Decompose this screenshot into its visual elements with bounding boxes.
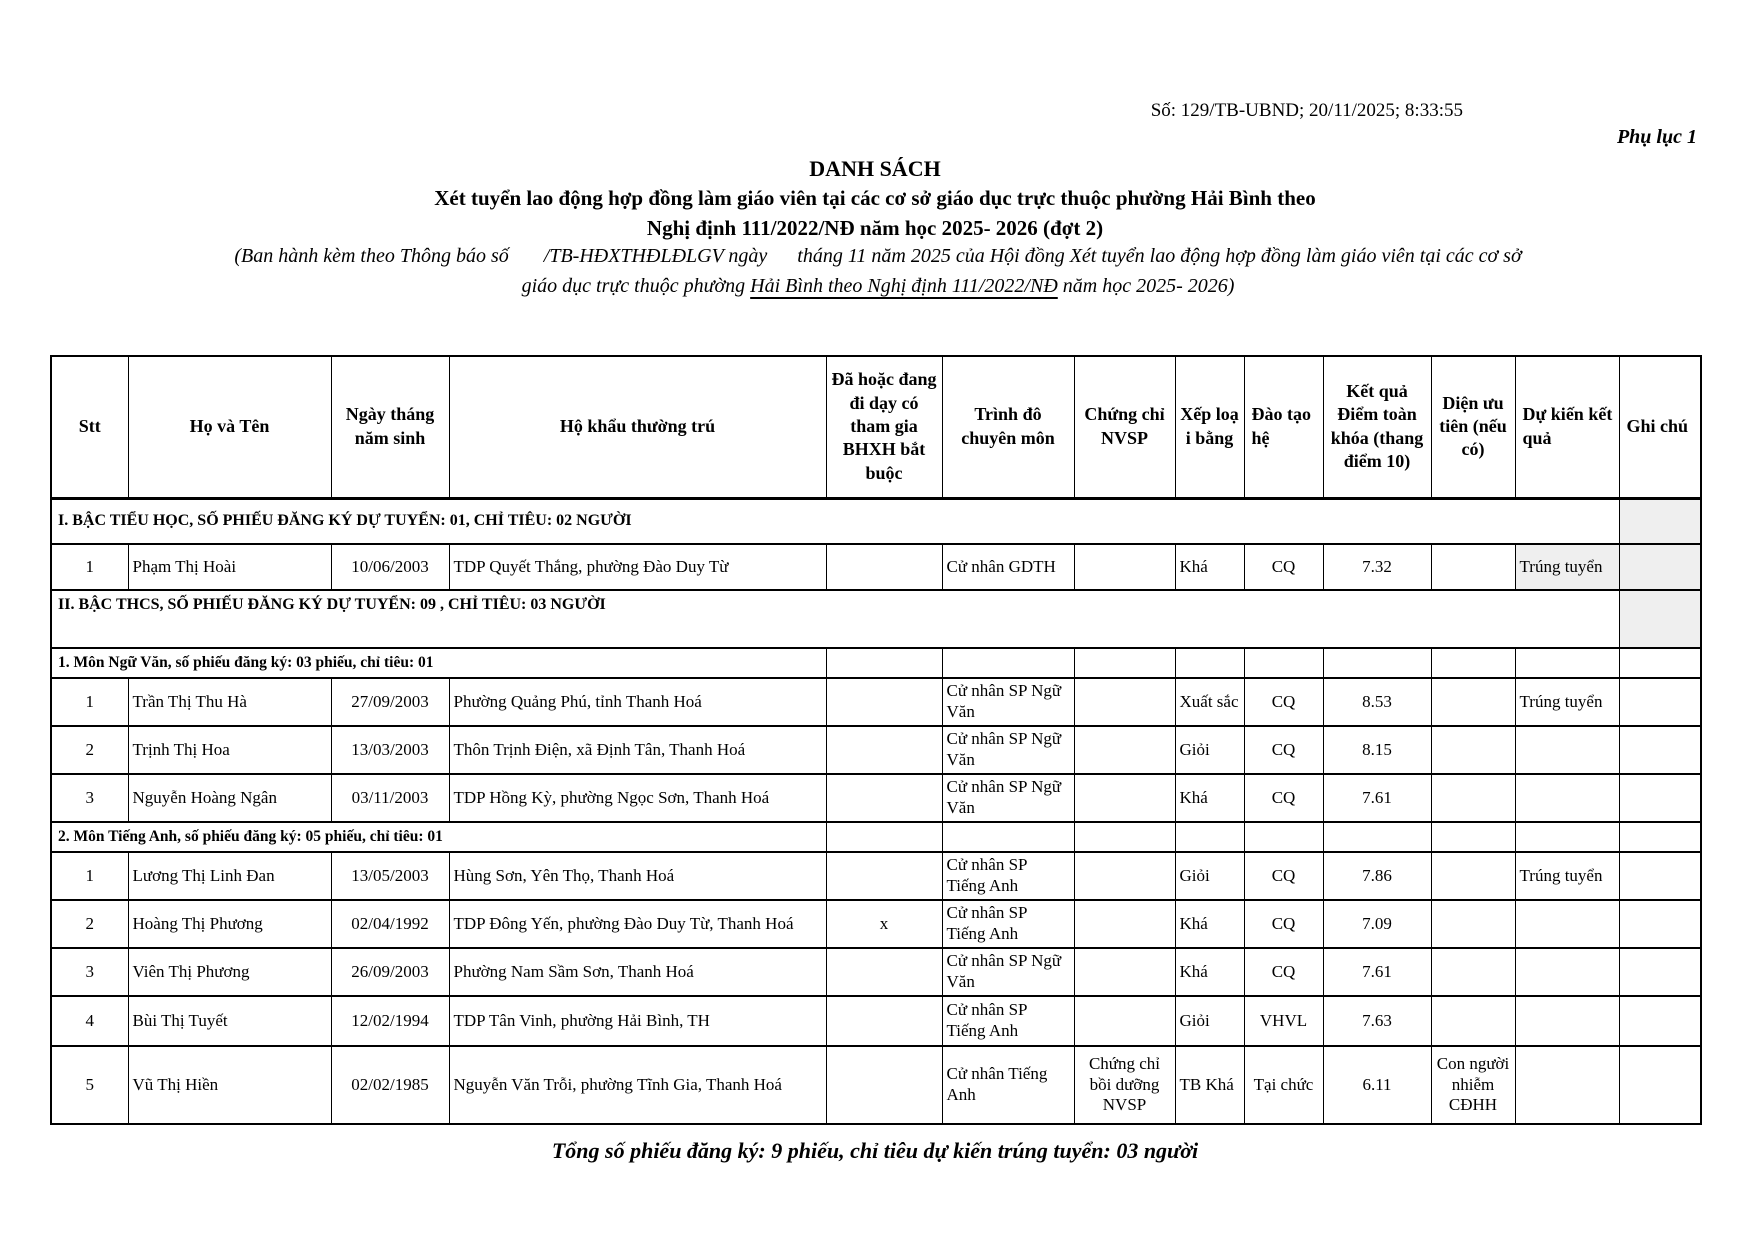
cell-cert	[1074, 900, 1175, 948]
subsection-label: 2. Môn Tiếng Anh, số phiếu đăng ký: 05 phiếu, chỉ tiêu: 01	[51, 822, 826, 852]
table-row	[51, 774, 1701, 822]
cell-stt: 3	[51, 948, 128, 996]
cell-name: Viên Thị Phương	[128, 948, 331, 996]
cell-note	[1619, 900, 1701, 948]
issued-under-line-2	[20, 275, 1736, 298]
cell-degree: Cử nhân SP Ngữ Văn	[942, 948, 1074, 996]
doc-subtitle-1: Xét tuyển lao động hợp đồng làm giáo viên tại các cơ sở giáo dục trực thuộc phường Hải Bình theo	[434, 186, 1316, 210]
cell-rank: Xuất sắc	[1175, 678, 1244, 726]
cell-stt: 4	[51, 996, 128, 1046]
empty-cell	[1323, 822, 1431, 852]
cell-system: CQ	[1244, 678, 1323, 726]
empty-cell	[1074, 648, 1175, 678]
section-row-tieu-hoc	[51, 498, 1701, 544]
cell-name: Nguyễn Hoàng Ngân	[128, 774, 331, 822]
cell-note	[1619, 774, 1701, 822]
table-header-row	[51, 356, 1701, 498]
cell-system: CQ	[1244, 900, 1323, 948]
cell-priority	[1431, 774, 1515, 822]
cell-name: Bùi Thị Tuyết	[128, 996, 331, 1046]
header-cell-degree: Trình đô chuyên môn	[942, 356, 1074, 498]
cell-score: 7.09	[1323, 900, 1431, 948]
cell-priority: Con người nhiễm CĐHH	[1431, 1046, 1515, 1124]
cell-note	[1619, 996, 1701, 1046]
cell-address: TDP Tân Vinh, phường Hải Bình, TH	[449, 996, 826, 1046]
cell-bhxh	[826, 1046, 942, 1124]
cell-rank: Giỏi	[1175, 852, 1244, 900]
issued-under-line-2-pre: giáo dục trực thuộc phường	[521, 275, 751, 297]
cell-cert	[1074, 678, 1175, 726]
cell-note	[1619, 948, 1701, 996]
cell-note	[1619, 726, 1701, 774]
cell-score: 8.53	[1323, 678, 1431, 726]
cell-stt: 1	[51, 544, 128, 590]
header-cell-score: Kết quả Điểm toàn khóa (thang điểm 10)	[1323, 356, 1431, 498]
empty-cell	[1175, 822, 1244, 852]
cell-score: 7.61	[1323, 948, 1431, 996]
appendix-label: Phụ lục 1	[1616, 126, 1697, 148]
cell-priority	[1431, 900, 1515, 948]
cell-dob: 02/02/1985	[331, 1046, 449, 1124]
cell-priority	[1431, 852, 1515, 900]
cell-score: 7.63	[1323, 996, 1431, 1046]
cell-note	[1619, 1046, 1701, 1124]
cell-rank: TB Khá	[1175, 1046, 1244, 1124]
header-cell-priority: Diện ưu tiên (nếu có)	[1431, 356, 1515, 498]
cell-address: Thôn Trịnh Điện, xã Định Tân, Thanh Hoá	[449, 726, 826, 774]
cell-system: CQ	[1244, 852, 1323, 900]
empty-cell	[1244, 822, 1323, 852]
header-cell-rank: Xếp loại bằng	[1175, 356, 1244, 498]
section-label: II. BẬC THCS, SỐ PHIẾU ĐĂNG KÝ DỰ TUYỂN: 09 , CHỈ TIÊU: 03 NGƯỜI	[51, 590, 1619, 648]
header-cell-cert: Chứng chỉ NVSP	[1074, 356, 1175, 498]
cell-address: TDP Đông Yến, phường Đào Duy Từ, Thanh Hoá	[449, 900, 826, 948]
issued-under-line-1: (Ban hành kèm theo Thông báo số /TB-HĐXTHĐLĐLGV ngày tháng 11 năm 2025 của Hội đồng Xét tuyển lao động hợp đồng làm giáo viên tại các cơ sở	[234, 245, 1522, 267]
empty-cell	[1619, 822, 1701, 852]
cell-priority	[1431, 996, 1515, 1046]
cell-degree: Cử nhân SP Ngữ Văn	[942, 726, 1074, 774]
cell-cert	[1074, 544, 1175, 590]
cell-system: Tại chức	[1244, 1046, 1323, 1124]
cell-degree: Cử nhân SP Ngữ Văn	[942, 774, 1074, 822]
empty-cell	[1431, 648, 1515, 678]
doc-subtitle-2: Nghị định 111/2022/NĐ năm học 2025- 2026 (đợt 2)	[646, 216, 1104, 240]
cell-priority	[1431, 544, 1515, 590]
cell-rank: Khá	[1175, 900, 1244, 948]
header-cell-note: Ghi chú	[1619, 356, 1701, 498]
cell-note	[1619, 678, 1701, 726]
cell-score: 6.11	[1323, 1046, 1431, 1124]
cell-note	[1619, 544, 1701, 590]
cell-cert	[1074, 774, 1175, 822]
cell-expected: Trúng tuyển	[1515, 852, 1619, 900]
cell-score: 8.15	[1323, 726, 1431, 774]
header-cell-expected: Dự kiến kết quả	[1515, 356, 1619, 498]
candidates-table	[50, 355, 1702, 1125]
empty-cell	[942, 648, 1074, 678]
cell-score: 7.61	[1323, 774, 1431, 822]
empty-cell	[1323, 648, 1431, 678]
cell-name: Lương Thị Linh Đan	[128, 852, 331, 900]
subsection-label: 1. Môn Ngữ Văn, số phiếu đăng ký: 03 phiếu, chỉ tiêu: 01	[51, 648, 826, 678]
empty-cell	[826, 648, 942, 678]
table-row	[51, 678, 1701, 726]
cell-priority	[1431, 726, 1515, 774]
subsection-row-tieng-anh	[51, 822, 1701, 852]
cell-stt: 1	[51, 852, 128, 900]
ref-number: Số: 129/TB-UBND; 20/11/2025; 8:33:55	[1150, 100, 1463, 121]
header-cell-address: Hộ khẩu thường trú	[449, 356, 826, 498]
cell-priority	[1431, 948, 1515, 996]
cell-cert	[1074, 948, 1175, 996]
cell-dob: 03/11/2003	[331, 774, 449, 822]
empty-cell	[1515, 822, 1619, 852]
cell-address: TDP Quyết Thắng, phường Đào Duy Từ	[449, 544, 826, 590]
cell-degree: Cử nhân SP Tiếng Anh	[942, 852, 1074, 900]
cell-dob: 27/09/2003	[331, 678, 449, 726]
cell-cert	[1074, 996, 1175, 1046]
summary-line: Tổng số phiếu đăng ký: 9 phiếu, chỉ tiêu dự kiến trúng tuyển: 03 người	[551, 1138, 1199, 1163]
cell-rank: Giỏi	[1175, 726, 1244, 774]
subsection-row-ngu-van	[51, 648, 1701, 678]
issued-under-line-2-underlined: Hải Bình theo Nghị định 111/2022/NĐ	[750, 275, 1058, 297]
table-row	[51, 900, 1701, 948]
section-row-thcs	[51, 590, 1701, 648]
section-label: I. BẬC TIỂU HỌC, SỐ PHIẾU ĐĂNG KÝ DỰ TUYỂN: 01, CHỈ TIÊU: 02 NGƯỜI	[51, 498, 1619, 544]
cell-expected	[1515, 1046, 1619, 1124]
issued-under-line-2-post: năm học 2025- 2026)	[1057, 275, 1235, 297]
cell-stt: 3	[51, 774, 128, 822]
cell-dob: 02/04/1992	[331, 900, 449, 948]
table-row	[51, 996, 1701, 1046]
empty-cell	[1619, 648, 1701, 678]
cell-expected	[1515, 948, 1619, 996]
cell-name: Vũ Thị Hiền	[128, 1046, 331, 1124]
cell-degree: Cử nhân SP Ngữ Văn	[942, 678, 1074, 726]
cell-dob: 10/06/2003	[331, 544, 449, 590]
cell-cert: Chứng chỉ bồi dưỡng NVSP	[1074, 1046, 1175, 1124]
cell-expected: Trúng tuyển	[1515, 678, 1619, 726]
table-row	[51, 852, 1701, 900]
empty-cell	[826, 822, 942, 852]
table-row	[51, 948, 1701, 996]
cell-dob: 13/03/2003	[331, 726, 449, 774]
cell-bhxh	[826, 726, 942, 774]
empty-cell	[1074, 822, 1175, 852]
doc-title: DANH SÁCH	[809, 156, 941, 181]
cell-note	[1619, 852, 1701, 900]
cell-address: TDP Hồng Kỳ, phường Ngọc Sơn, Thanh Hoá	[449, 774, 826, 822]
cell-stt: 1	[51, 678, 128, 726]
cell-bhxh	[826, 774, 942, 822]
header-cell-stt: Stt	[51, 356, 128, 498]
cell-bhxh: x	[826, 900, 942, 948]
cell-name: Trần Thị Thu Hà	[128, 678, 331, 726]
cell-system: CQ	[1244, 726, 1323, 774]
cell-rank: Khá	[1175, 774, 1244, 822]
cell-rank: Khá	[1175, 544, 1244, 590]
empty-cell	[942, 822, 1074, 852]
cell-degree: Cử nhân SP Tiếng Anh	[942, 996, 1074, 1046]
header-cell-name: Họ và Tên	[128, 356, 331, 498]
header-cell-system: Đào tạo hệ	[1244, 356, 1323, 498]
cell-address: Phường Quảng Phú, tỉnh Thanh Hoá	[449, 678, 826, 726]
cell-expected	[1515, 726, 1619, 774]
header-cell-dob: Ngày tháng năm sinh	[331, 356, 449, 498]
cell-cert	[1074, 726, 1175, 774]
cell-name: Phạm Thị Hoài	[128, 544, 331, 590]
cell-degree: Cử nhân GDTH	[942, 544, 1074, 590]
cell-stt: 2	[51, 900, 128, 948]
cell-priority	[1431, 678, 1515, 726]
table-row	[51, 726, 1701, 774]
cell-stt: 5	[51, 1046, 128, 1124]
cell-rank: Khá	[1175, 948, 1244, 996]
cell-system: VHVL	[1244, 996, 1323, 1046]
cell-system: CQ	[1244, 544, 1323, 590]
cell-stt: 2	[51, 726, 128, 774]
cell-expected	[1515, 774, 1619, 822]
cell-name: Hoàng Thị Phương	[128, 900, 331, 948]
section-note-cell	[1619, 498, 1701, 544]
cell-system: CQ	[1244, 948, 1323, 996]
cell-name: Trịnh Thị Hoa	[128, 726, 331, 774]
cell-degree: Cử nhân SP Tiếng Anh	[942, 900, 1074, 948]
cell-dob: 12/02/1994	[331, 996, 449, 1046]
cell-system: CQ	[1244, 774, 1323, 822]
cell-expected: Trúng tuyển	[1515, 544, 1619, 590]
cell-bhxh	[826, 544, 942, 590]
cell-rank: Giỏi	[1175, 996, 1244, 1046]
cell-score: 7.32	[1323, 544, 1431, 590]
cell-score: 7.86	[1323, 852, 1431, 900]
cell-bhxh	[826, 852, 942, 900]
cell-expected	[1515, 996, 1619, 1046]
empty-cell	[1244, 648, 1323, 678]
cell-address: Hùng Sơn, Yên Thọ, Thanh Hoá	[449, 852, 826, 900]
cell-dob: 13/05/2003	[331, 852, 449, 900]
empty-cell	[1431, 822, 1515, 852]
empty-cell	[1175, 648, 1244, 678]
header-cell-bhxh: Đã hoặc đang đi dạy có tham gia BHXH bắt buộc	[826, 356, 942, 498]
cell-dob: 26/09/2003	[331, 948, 449, 996]
cell-bhxh	[826, 948, 942, 996]
empty-cell	[1515, 648, 1619, 678]
cell-bhxh	[826, 678, 942, 726]
table-row	[51, 1046, 1701, 1124]
section-note-cell	[1619, 590, 1701, 648]
cell-bhxh	[826, 996, 942, 1046]
cell-address: Nguyễn Văn Trỗi, phường Tĩnh Gia, Thanh Hoá	[449, 1046, 826, 1124]
cell-degree: Cử nhân Tiếng Anh	[942, 1046, 1074, 1124]
cell-cert	[1074, 852, 1175, 900]
cell-address: Phường Nam Sầm Sơn, Thanh Hoá	[449, 948, 826, 996]
table-row	[51, 544, 1701, 590]
cell-expected	[1515, 900, 1619, 948]
